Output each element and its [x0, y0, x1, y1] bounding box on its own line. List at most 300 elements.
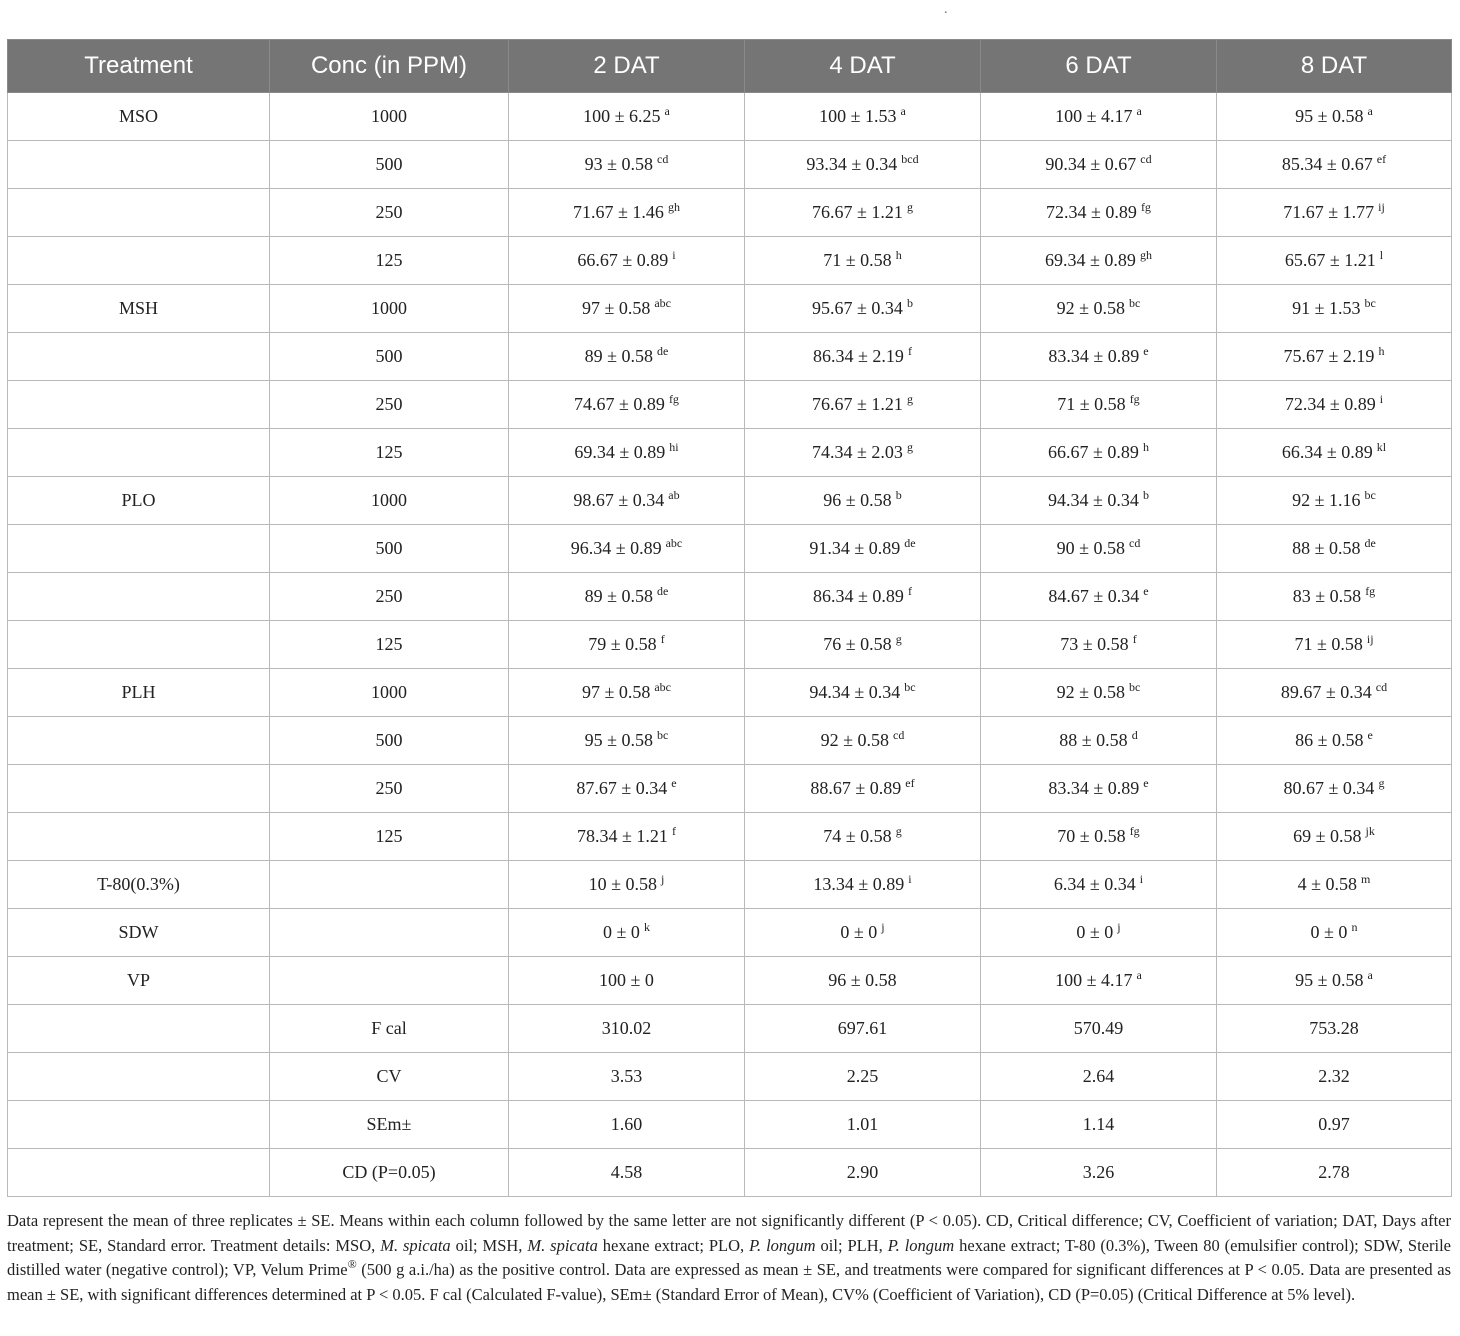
mean-se-value: 92 ± 0.58	[820, 730, 890, 750]
treatment-cell	[8, 717, 270, 765]
mean-se-value: 74.67 ± 0.89	[574, 394, 665, 414]
value-cell	[509, 477, 745, 525]
value-cell	[509, 93, 745, 141]
value-cell	[509, 1005, 745, 1053]
significance-letter: f	[671, 824, 676, 838]
significance-letter: a	[1367, 104, 1373, 118]
table-body	[8, 93, 1452, 1197]
value-cell	[1217, 237, 1452, 285]
significance-letter: abc	[654, 296, 672, 310]
value-cell	[981, 525, 1217, 573]
value-cell	[745, 765, 981, 813]
value-cell	[509, 237, 745, 285]
significance-letter: fg	[1365, 584, 1376, 598]
significance-letter: bc	[657, 728, 669, 742]
mean-se-value: 86.34 ± 0.89	[813, 586, 904, 606]
mean-se-value: 71.67 ± 1.46	[573, 202, 664, 222]
significance-letter: i	[672, 248, 676, 262]
table-row	[8, 621, 1452, 669]
mean-se-value: 697.61	[837, 1018, 888, 1038]
treatment-cell: PLO	[8, 477, 270, 525]
significance-letter: de	[657, 344, 669, 358]
conc-cell: CD (P=0.05)	[270, 1149, 509, 1197]
mean-se-value: 0 ± 0	[1076, 922, 1114, 942]
mean-se-value: 89 ± 0.58	[584, 346, 654, 366]
value-cell	[745, 141, 981, 189]
species-name: M. spicata	[527, 1235, 598, 1255]
value-cell	[1217, 813, 1452, 861]
treatment-cell	[8, 765, 270, 813]
treatment-cell	[8, 1005, 270, 1053]
table-row	[8, 189, 1452, 237]
table-row	[8, 333, 1452, 381]
column-header: 2 DAT	[509, 40, 745, 93]
value-cell	[981, 957, 1217, 1005]
significance-letter: bcd	[901, 152, 919, 166]
conc-cell: 125	[270, 237, 509, 285]
mean-se-value: 88 ± 0.58	[1059, 730, 1128, 750]
conc-cell: 500	[270, 717, 509, 765]
significance-letter: e	[1143, 344, 1149, 358]
value-cell	[745, 813, 981, 861]
conc-cell: 250	[270, 573, 509, 621]
value-cell	[981, 429, 1217, 477]
mean-se-value: 76.67 ± 1.21	[812, 394, 903, 414]
mean-se-value: 69 ± 0.58	[1293, 826, 1362, 846]
value-cell	[1217, 189, 1452, 237]
mean-se-value: 0.97	[1318, 1114, 1350, 1134]
value-cell	[509, 861, 745, 909]
treatment-cell: SDW	[8, 909, 270, 957]
mean-se-value: 75.67 ± 2.19	[1283, 346, 1375, 366]
value-cell	[1217, 1101, 1452, 1149]
mean-se-value: 91 ± 1.53	[1292, 298, 1361, 318]
table-row	[8, 573, 1452, 621]
significance-letter: jk	[1365, 824, 1375, 838]
significance-letter: cd	[657, 152, 669, 166]
significance-letter: b	[895, 488, 902, 502]
table-row	[8, 717, 1452, 765]
conc-cell: 500	[270, 333, 509, 381]
value-cell	[745, 669, 981, 717]
treatment-cell	[8, 813, 270, 861]
mean-se-value: 94.34 ± 0.34	[809, 682, 901, 702]
conc-cell: 250	[270, 381, 509, 429]
treatment-cell: PLH	[8, 669, 270, 717]
table-row	[8, 93, 1452, 141]
value-cell	[1217, 477, 1452, 525]
mean-se-value: 92 ± 1.16	[1292, 490, 1361, 510]
significance-letter: ij	[1366, 632, 1374, 646]
mean-se-value: 83.34 ± 0.89	[1048, 778, 1140, 798]
value-cell	[509, 141, 745, 189]
mean-se-value: 72.34 ± 0.89	[1284, 394, 1376, 414]
value-cell	[509, 1149, 745, 1197]
mean-se-value: 95 ± 0.58	[1295, 106, 1364, 126]
conc-cell: 125	[270, 429, 509, 477]
footnote-text: oil; MSH,	[450, 1235, 528, 1255]
significance-letter: cd	[1140, 152, 1152, 166]
significance-letter: b	[906, 296, 913, 310]
significance-letter: cd	[893, 728, 905, 742]
mean-se-value: 86.34 ± 2.19	[813, 346, 904, 366]
species-name: P. longum	[749, 1235, 816, 1255]
mean-se-value: 10 ± 0.58	[588, 874, 658, 894]
mean-se-value: 79 ± 0.58	[588, 634, 657, 654]
significance-letter: de	[904, 536, 916, 550]
value-cell	[509, 189, 745, 237]
significance-letter: h	[1142, 440, 1149, 454]
table-row	[8, 1149, 1452, 1197]
value-cell	[1217, 333, 1452, 381]
value-cell	[745, 285, 981, 333]
value-cell	[1217, 141, 1452, 189]
mean-se-value: 2.90	[846, 1162, 879, 1182]
mean-se-value: 88.67 ± 0.89	[810, 778, 902, 798]
value-cell	[981, 1005, 1217, 1053]
mean-se-value: 3.26	[1082, 1162, 1115, 1182]
table-row	[8, 957, 1452, 1005]
column-header: Treatment	[8, 40, 270, 93]
mean-se-value: 95.67 ± 0.34	[812, 298, 903, 318]
mean-se-value: 66.34 ± 0.89	[1281, 442, 1373, 462]
table-row	[8, 141, 1452, 189]
significance-letter: a	[900, 104, 906, 118]
value-cell	[981, 1053, 1217, 1101]
value-cell	[745, 1149, 981, 1197]
table-row	[8, 1005, 1452, 1053]
value-cell	[981, 813, 1217, 861]
conc-cell: 250	[270, 765, 509, 813]
footnote-text: (500 g a.i./ha) as the positive control. Data are expressed as mean ± SE, and treatments were compared for significant differences at P < 0.05. Data are presented as mean ± SE, with significant differences determined at P < 0.05. F cal (Calculated F-value), SEm± (Standard Error of Mean), CV% (Coefficient of Variation), CD (P=0.05) (Critical Difference at 5% level).	[7, 1260, 1451, 1304]
significance-letter: f	[907, 584, 912, 598]
significance-letter: g	[906, 200, 913, 214]
value-cell	[1217, 1149, 1452, 1197]
table-row	[8, 765, 1452, 813]
table-row	[8, 381, 1452, 429]
conc-cell: 1000	[270, 477, 509, 525]
conc-cell: 1000	[270, 669, 509, 717]
conc-cell	[270, 957, 509, 1005]
mean-se-value: 92 ± 0.58	[1056, 298, 1126, 318]
significance-letter: de	[1364, 536, 1376, 550]
treatment-cell	[8, 333, 270, 381]
conc-cell: SEm±	[270, 1101, 509, 1149]
value-cell	[745, 573, 981, 621]
significance-letter: ef	[1376, 152, 1387, 166]
treatment-cell	[8, 141, 270, 189]
significance-letter: bc	[1129, 680, 1141, 694]
significance-letter: gh	[667, 200, 680, 214]
column-header: 6 DAT	[981, 40, 1217, 93]
mean-se-value: 100 ± 4.17	[1055, 106, 1133, 126]
value-cell	[745, 861, 981, 909]
footnote-text: oil; PLH,	[815, 1235, 888, 1255]
mean-se-value: 90.34 ± 0.67	[1045, 154, 1137, 174]
mean-se-value: 1.14	[1082, 1114, 1115, 1134]
mean-se-value: 89 ± 0.58	[584, 586, 654, 606]
significance-letter: e	[1143, 776, 1149, 790]
mean-se-value: 93 ± 0.58	[584, 154, 654, 174]
column-header: 4 DAT	[745, 40, 981, 93]
conc-cell: 125	[270, 621, 509, 669]
mean-se-value: 753.28	[1309, 1018, 1359, 1038]
value-cell	[745, 189, 981, 237]
treatment-cell	[8, 381, 270, 429]
significance-letter: ab	[668, 488, 680, 502]
mean-se-value: 95 ± 0.58	[584, 730, 654, 750]
significance-letter: f	[1132, 632, 1137, 646]
value-cell	[981, 1149, 1217, 1197]
value-cell	[1217, 381, 1452, 429]
value-cell	[509, 717, 745, 765]
mean-se-value: 83 ± 0.58	[1292, 586, 1362, 606]
value-cell	[509, 909, 745, 957]
mean-se-value: 2.64	[1082, 1066, 1115, 1086]
value-cell	[745, 909, 981, 957]
significance-letter: g	[895, 824, 902, 838]
mean-se-value: 100 ± 4.17	[1055, 970, 1133, 990]
mean-se-value: 570.49	[1073, 1018, 1124, 1038]
significance-letter: j	[661, 872, 665, 886]
significance-letter: m	[1361, 872, 1371, 886]
value-cell	[981, 237, 1217, 285]
species-name: P. longum	[887, 1235, 955, 1255]
table-row	[8, 813, 1452, 861]
value-cell	[745, 429, 981, 477]
value-cell	[745, 957, 981, 1005]
significance-letter: i	[1379, 392, 1384, 406]
value-cell	[981, 381, 1217, 429]
mean-se-value: 78.34 ± 1.21	[577, 826, 668, 846]
results-table	[7, 39, 1452, 1197]
value-cell	[745, 477, 981, 525]
value-cell	[981, 717, 1217, 765]
mean-se-value: 69.34 ± 0.89	[1045, 250, 1136, 270]
mean-se-value: 4 ± 0.58	[1297, 874, 1358, 894]
mean-se-value: 76 ± 0.58	[823, 634, 892, 654]
footnote-text: Data represent the mean of three replicates ± SE. Means within each column followed by the same letter are not significantly different (P < 0.05). CD, Critical difference; CV, Coefficient of variation; DAT, Days after treatment; SE, Standard error. Treatment details: MSO,	[7, 1211, 1451, 1255]
value-cell	[1217, 717, 1452, 765]
significance-letter: j	[881, 920, 885, 934]
mean-se-value: 72.34 ± 0.89	[1046, 202, 1137, 222]
value-cell	[509, 813, 745, 861]
treatment-cell	[8, 1149, 270, 1197]
significance-letter: g	[1378, 776, 1385, 790]
treatment-cell: VP	[8, 957, 270, 1005]
treatment-cell	[8, 573, 270, 621]
significance-letter: f	[907, 344, 912, 358]
value-cell	[745, 381, 981, 429]
mean-se-value: 6.34 ± 0.34	[1053, 874, 1136, 894]
table-row	[8, 861, 1452, 909]
mean-se-value: 66.67 ± 0.89	[1048, 442, 1139, 462]
treatment-cell	[8, 525, 270, 573]
conc-cell	[270, 861, 509, 909]
mean-se-value: 83.34 ± 0.89	[1048, 346, 1140, 366]
value-cell	[981, 909, 1217, 957]
table-row	[8, 669, 1452, 717]
mean-se-value: 2.32	[1318, 1066, 1350, 1086]
mean-se-value: 74 ± 0.58	[823, 826, 892, 846]
value-cell	[745, 1005, 981, 1053]
treatment-cell	[8, 189, 270, 237]
value-cell	[1217, 957, 1452, 1005]
mean-se-value: 80.67 ± 0.34	[1283, 778, 1375, 798]
mean-se-value: 94.34 ± 0.34	[1048, 490, 1139, 510]
table-row	[8, 1053, 1452, 1101]
mean-se-value: 69.34 ± 0.89	[574, 442, 666, 462]
significance-letter: b	[1142, 488, 1149, 502]
significance-letter: bc	[1364, 296, 1376, 310]
value-cell	[509, 1053, 745, 1101]
column-header: Conc (in PPM)	[270, 40, 509, 93]
value-cell	[1217, 93, 1452, 141]
significance-letter: h	[1378, 344, 1385, 358]
mean-se-value: 73 ± 0.58	[1060, 634, 1129, 654]
significance-letter: fg	[1129, 824, 1140, 838]
mean-se-value: 0 ± 0	[1310, 922, 1348, 942]
conc-cell: 250	[270, 189, 509, 237]
mean-se-value: 0 ± 0	[840, 922, 878, 942]
significance-letter: fg	[1129, 392, 1140, 406]
mean-se-value: 85.34 ± 0.67	[1281, 154, 1373, 174]
value-cell	[509, 381, 745, 429]
significance-letter: hi	[669, 440, 679, 454]
significance-letter: bc	[1129, 296, 1141, 310]
treatment-cell	[8, 1101, 270, 1149]
mean-se-value: 0 ± 0	[603, 922, 640, 942]
mean-se-value: 93.34 ± 0.34	[806, 154, 898, 174]
value-cell	[1217, 669, 1452, 717]
mean-se-value: 71 ± 0.58	[1294, 634, 1363, 654]
conc-cell: CV	[270, 1053, 509, 1101]
mean-se-value: 97 ± 0.58	[581, 682, 651, 702]
mean-se-value: 13.34 ± 0.89	[813, 874, 905, 894]
mean-se-value: 96.34 ± 0.89	[570, 538, 662, 558]
value-cell	[981, 141, 1217, 189]
mean-se-value: 96 ± 0.58	[828, 970, 897, 990]
value-cell	[981, 573, 1217, 621]
treatment-cell: T-80(0.3%)	[8, 861, 270, 909]
table-row	[8, 237, 1452, 285]
value-cell	[509, 1101, 745, 1149]
significance-letter: a	[1136, 104, 1142, 118]
mean-se-value: 76.67 ± 1.21	[812, 202, 903, 222]
conc-cell	[270, 909, 509, 957]
significance-letter: bc	[904, 680, 916, 694]
value-cell	[509, 573, 745, 621]
table-row	[8, 525, 1452, 573]
value-cell	[1217, 909, 1452, 957]
table-row	[8, 1101, 1452, 1149]
value-cell	[509, 285, 745, 333]
value-cell	[509, 621, 745, 669]
table-row	[8, 285, 1452, 333]
significance-letter: g	[895, 632, 902, 646]
conc-cell: 125	[270, 813, 509, 861]
significance-letter: ef	[905, 776, 915, 790]
mean-se-value: 74.34 ± 2.03	[812, 442, 903, 462]
conc-cell: 500	[270, 141, 509, 189]
mean-se-value: 87.67 ± 0.34	[576, 778, 668, 798]
mean-se-value: 2.78	[1318, 1162, 1350, 1182]
value-cell	[1217, 429, 1452, 477]
significance-letter: e	[1143, 584, 1149, 598]
treatment-cell	[8, 429, 270, 477]
mean-se-value: 95 ± 0.58	[1295, 970, 1364, 990]
mean-se-value: 66.67 ± 0.89	[577, 250, 669, 270]
value-cell	[981, 861, 1217, 909]
significance-letter: fg	[668, 392, 679, 406]
mean-se-value: 88 ± 0.58	[1292, 538, 1361, 558]
value-cell	[509, 765, 745, 813]
value-cell	[745, 1053, 981, 1101]
value-cell	[745, 93, 981, 141]
significance-letter: de	[657, 584, 669, 598]
significance-letter: fg	[1140, 200, 1151, 214]
significance-letter: abc	[654, 680, 672, 694]
significance-letter: gh	[1139, 248, 1152, 262]
mean-se-value: 96 ± 0.58	[823, 490, 892, 510]
column-header: 8 DAT	[1217, 40, 1452, 93]
value-cell	[745, 237, 981, 285]
treatment-cell	[8, 237, 270, 285]
value-cell	[745, 621, 981, 669]
value-cell	[981, 477, 1217, 525]
value-cell	[745, 525, 981, 573]
value-cell	[1217, 621, 1452, 669]
mean-se-value: 90 ± 0.58	[1056, 538, 1126, 558]
mean-se-value: 91.34 ± 0.89	[809, 538, 901, 558]
significance-letter: bc	[1364, 488, 1376, 502]
value-cell	[509, 525, 745, 573]
significance-letter: f	[660, 632, 665, 646]
mean-se-value: 97 ± 0.58	[581, 298, 651, 318]
significance-letter: a	[664, 104, 670, 118]
mean-se-value: 100 ± 1.53	[819, 106, 897, 126]
significance-letter: e	[671, 776, 677, 790]
significance-letter: e	[1367, 728, 1373, 742]
significance-letter: kl	[1376, 440, 1387, 454]
conc-cell: 500	[270, 525, 509, 573]
mean-se-value: 3.53	[610, 1066, 643, 1086]
table-footnote	[7, 1209, 1451, 1307]
treatment-cell	[8, 621, 270, 669]
significance-letter: a	[1136, 968, 1142, 982]
value-cell	[509, 669, 745, 717]
significance-letter: g	[906, 440, 913, 454]
footnote-text: hexane extract; PLO,	[597, 1235, 750, 1255]
significance-letter: h	[895, 248, 902, 262]
table-row	[8, 909, 1452, 957]
conc-cell: 1000	[270, 285, 509, 333]
value-cell	[981, 669, 1217, 717]
mean-se-value: 92 ± 0.58	[1056, 682, 1126, 702]
treatment-cell: MSH	[8, 285, 270, 333]
mean-se-value: 65.67 ± 1.21	[1284, 250, 1376, 270]
mean-se-value: 1.01	[846, 1114, 879, 1134]
significance-letter: n	[1351, 920, 1358, 934]
conc-cell: F cal	[270, 1005, 509, 1053]
registered-mark: ®	[347, 1257, 357, 1271]
value-cell	[1217, 573, 1452, 621]
table-row	[8, 429, 1452, 477]
significance-letter: abc	[665, 536, 683, 550]
value-cell	[981, 189, 1217, 237]
header-row	[8, 40, 1452, 93]
mean-se-value: 71.67 ± 1.77	[1283, 202, 1375, 222]
